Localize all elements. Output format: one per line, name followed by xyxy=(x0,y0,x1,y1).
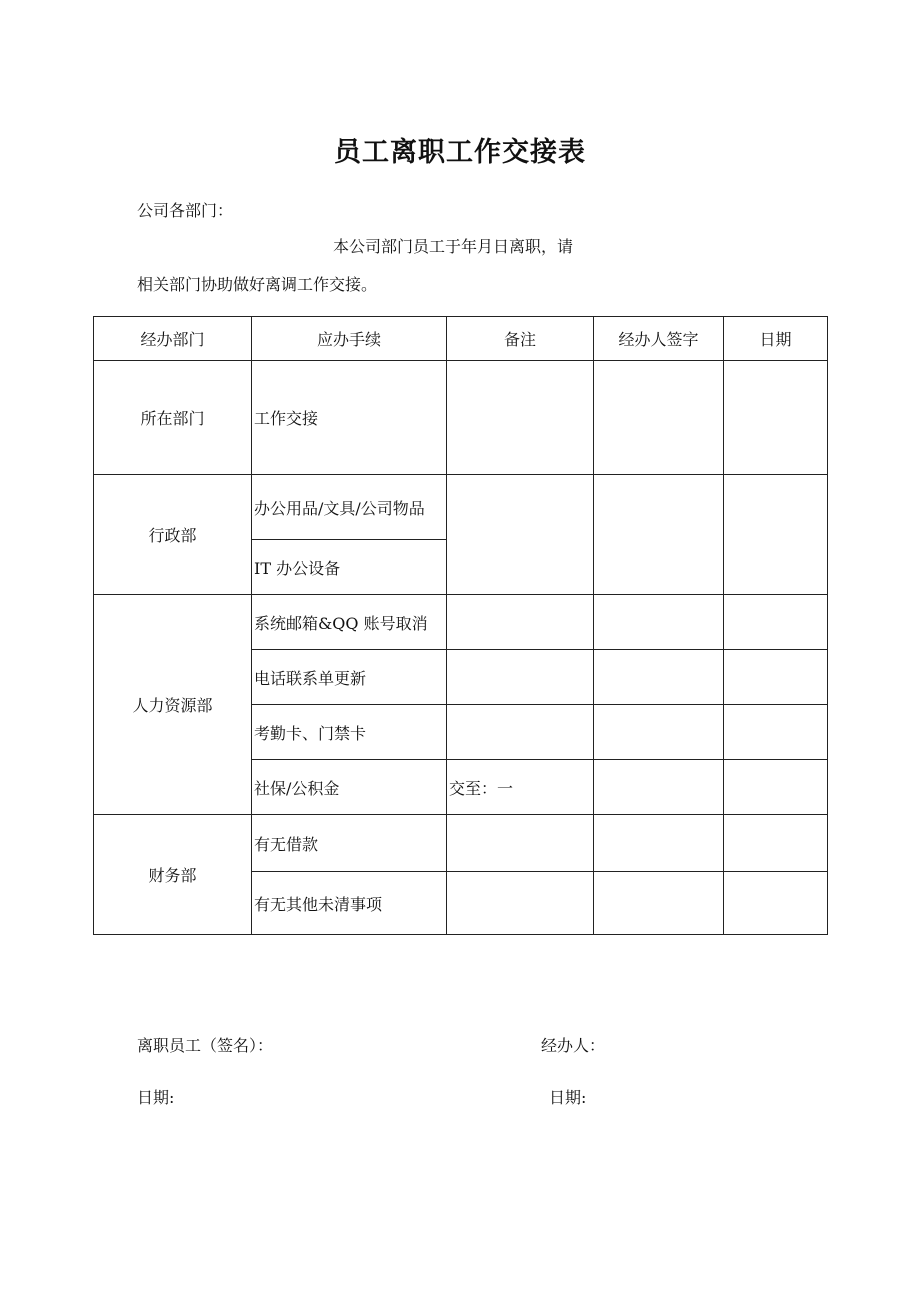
signature-cell[interactable] xyxy=(594,815,724,872)
date-cell[interactable] xyxy=(724,705,828,760)
remarks-cell[interactable] xyxy=(447,705,594,760)
signature-cell[interactable] xyxy=(594,475,724,595)
signature-cell[interactable] xyxy=(594,361,724,475)
dept-admin: 行政部 xyxy=(94,475,252,595)
remarks-social-security[interactable]: 交至：一 xyxy=(447,760,594,815)
date-cell[interactable] xyxy=(724,872,828,935)
date-cell[interactable] xyxy=(724,760,828,815)
remarks-cell[interactable] xyxy=(447,815,594,872)
header-remarks: 备注 xyxy=(447,317,594,361)
signature-cell[interactable] xyxy=(594,872,724,935)
remarks-cell[interactable] xyxy=(447,650,594,705)
table-row xyxy=(94,595,828,650)
table-row xyxy=(94,475,828,540)
header-handler-signature: 经办人签字 xyxy=(594,317,724,361)
notice-line-2: 相关部门协助做好离调工作交接。 xyxy=(137,275,378,294)
page-title: 员工离职工作交接表 xyxy=(334,137,586,168)
date-cell[interactable] xyxy=(724,650,828,705)
handler-date-label: 日期: xyxy=(549,1088,587,1107)
table-row xyxy=(94,361,828,475)
date-cell[interactable] xyxy=(724,475,828,595)
signature-cell[interactable] xyxy=(594,705,724,760)
date-cell[interactable] xyxy=(724,815,828,872)
signature-cell[interactable] xyxy=(594,595,724,650)
task-loans: 有无借款 xyxy=(252,815,447,872)
handler-label: 经办人： xyxy=(541,1036,606,1055)
task-phone-list: 电话联系单更新 xyxy=(252,650,447,705)
employee-signature-label: 离职员工（签名）： xyxy=(137,1036,274,1055)
task-attendance-card: 考勤卡、门禁卡 xyxy=(252,705,447,760)
dept-finance: 财务部 xyxy=(94,815,252,935)
dept-current: 所在部门 xyxy=(94,361,252,475)
task-work-handover: 工作交接 xyxy=(252,361,447,475)
header-procedure: 应办手续 xyxy=(252,317,447,361)
task-email-qq: 系统邮箱&QQ 账号取消 xyxy=(252,595,447,650)
table-row xyxy=(94,815,828,872)
handover-table xyxy=(93,316,828,935)
remarks-cell[interactable] xyxy=(447,361,594,475)
date-cell[interactable] xyxy=(724,595,828,650)
task-social-security: 社保/公积金 xyxy=(252,760,447,815)
date-cell[interactable] xyxy=(724,361,828,475)
salutation: 公司各部门： xyxy=(137,201,234,220)
header-date: 日期 xyxy=(724,317,828,361)
employee-date-label: 日期: xyxy=(137,1088,175,1107)
remarks-cell[interactable] xyxy=(447,595,594,650)
remarks-cell[interactable] xyxy=(447,475,594,595)
task-office-supplies: 办公用品/文具/公司物品 xyxy=(252,475,447,540)
signature-cell[interactable] xyxy=(594,650,724,705)
dept-hr: 人力资源部 xyxy=(94,595,252,815)
notice-line-1: 本公司部门员工于年月日离职，请 xyxy=(333,237,574,256)
remarks-cell[interactable] xyxy=(447,872,594,935)
task-it-equipment: IT 办公设备 xyxy=(252,540,447,595)
table-header-row xyxy=(94,317,828,361)
signature-cell[interactable] xyxy=(594,760,724,815)
header-department: 经办部门 xyxy=(94,317,252,361)
task-other-matters: 有无其他未清事项 xyxy=(252,872,447,935)
